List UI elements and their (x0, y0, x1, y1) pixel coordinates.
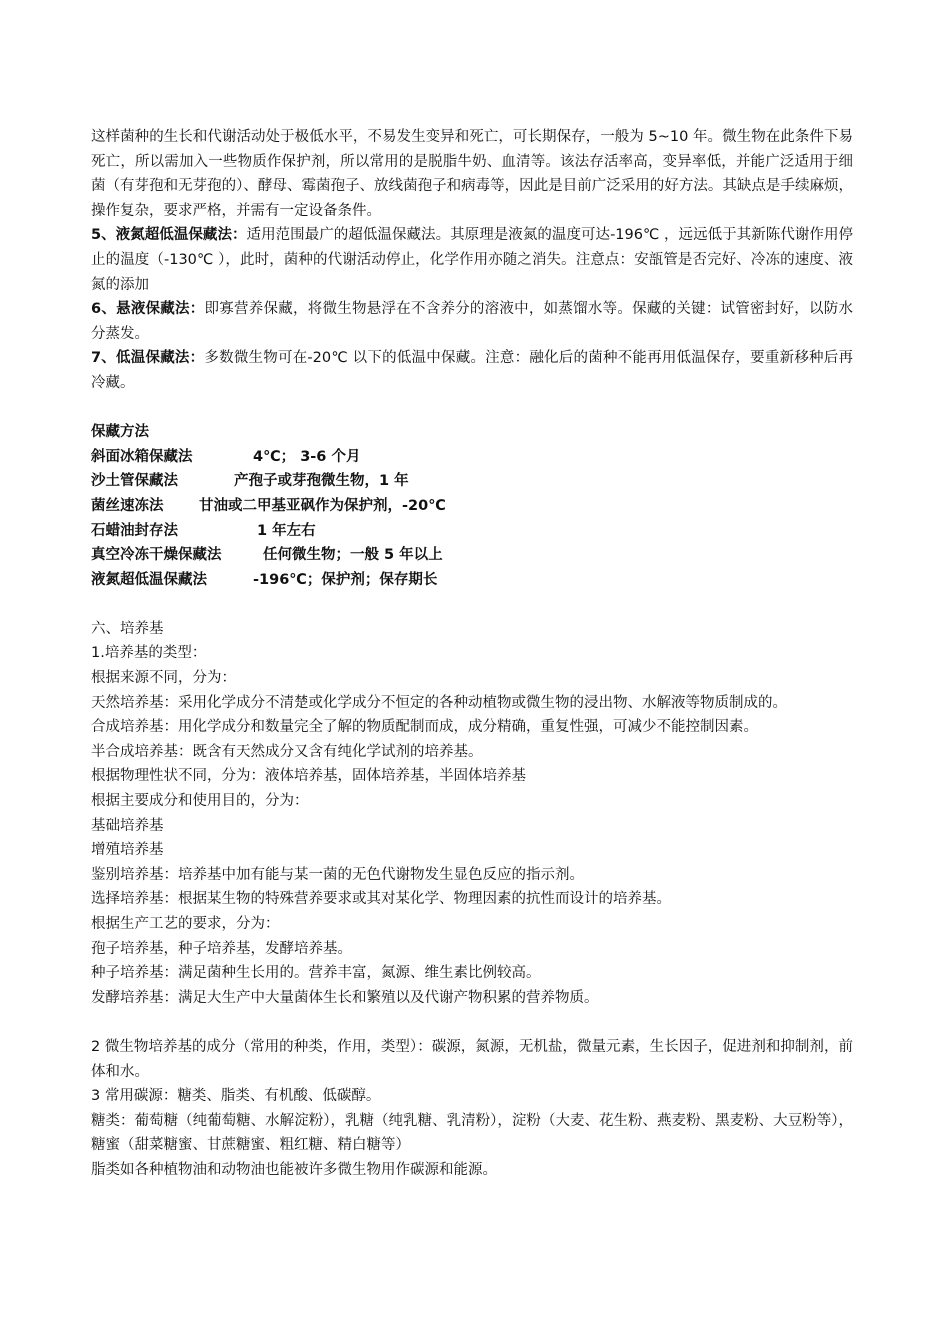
section6-line: 选择培养基：根据某生物的特殊营养要求或其对某化学、物理因素的抗性而设计的培养基。 (91, 891, 671, 908)
method-detail: 甘油或二甲基亚砜作为保护剂，-20℃ (199, 497, 446, 514)
document-page (91, 125, 853, 1183)
method-name: 斜面冰箱保藏法 (91, 448, 193, 465)
item-7-heading: 7、低温保藏法： (91, 350, 205, 367)
intro-paragraph: 这样菌种的生长和代谢活动处于极低水平，不易发生变异和死亡，可长期保存，一般为 5~10 年。微生物在此条件下易死亡，所以需加入一些物质作保护剂，所以常用的是脱脂牛奶、血清等。该法存活率高，变异率低，并能广泛适用于细菌（有芽孢和无芽孢的）、酵母、霉菌孢子、放线菌孢子和病毒等，因此是目前广泛采用的好方法。其缺点是手续麻烦，操作复杂，要求严格，并需有一定设备条件。 (91, 129, 853, 219)
method-row (91, 445, 853, 470)
method-detail: 任何微生物；一般 5 年以上 (263, 547, 443, 564)
section6-line: 根据物理性状不同，分为：液体培养基，固体培养基，半固体培养基 (91, 768, 526, 785)
item-7 (91, 346, 853, 395)
method-row (91, 543, 853, 568)
methods-title: 保藏方法 (91, 424, 149, 441)
section6-line: 鉴别培养基：培养基中加有能与某一菌的无色代谢物发生显色反应的指示剂。 (91, 866, 584, 883)
method-row (91, 568, 853, 593)
spacer (91, 1010, 853, 1035)
section6-line: 孢子培养基，种子培养基，发酵培养基。 (91, 940, 352, 957)
spacer (91, 592, 853, 617)
section6-line: 天然培养基：采用化学成分不清楚或化学成分不恒定的各种动植物或微生物的浸出物、水解液等物质制成的。 (91, 694, 787, 711)
item-6 (91, 297, 853, 346)
section6-line: 半合成培养基：既含有天然成分又含有纯化学试剂的培养基。 (91, 743, 483, 760)
section7-line: 2 微生物培养基的成分（常用的种类，作用，类型）：碳源，氮源，无机盐，微量元素，生长因子，促进剂和抑制剂，前体和水。 (91, 1038, 853, 1080)
section6-line: 发酵培养基：满足大生产中大量菌体生长和繁殖以及代谢产物积累的营养物质。 (91, 989, 599, 1006)
spacer (91, 396, 853, 421)
section7-line: 3 常用碳源：糖类、脂类、有机酸、低碳醇。 (91, 1088, 381, 1105)
section6-line: 种子培养基：满足菌种生长用的。营养丰富，氮源、维生素比例较高。 (91, 965, 541, 982)
item-5-heading: 5、液氮超低温保藏法： (91, 227, 247, 244)
method-row (91, 494, 853, 519)
section6-line: 合成培养基：用化学成分和数量完全了解的物质配制而成，成分精确，重复性强，可减少不能控制因素。 (91, 719, 758, 736)
section6-line: 基础培养基 (91, 817, 164, 834)
method-detail: 1 年左右 (257, 522, 316, 539)
section6-line: 增殖培养基 (91, 842, 164, 859)
item-6-heading: 6、悬液保藏法： (91, 301, 205, 318)
method-row (91, 519, 853, 544)
item-5-body: 适用范围最广的超低温保藏法。其原理是液氮的温度可达-196℃ ，远远低于其新陈代谢作用停止的温度（-130℃ ），此时，菌种的代谢活动停止，化学作用亦随之消失。注意点：安瓿管是否完好、冷冻的速度、液氮的添加 (91, 227, 853, 293)
method-detail: 产孢子或芽孢微生物，1 年 (234, 473, 409, 490)
section7-line: 脂类如各种植物油和动物油也能被许多微生物用作碳源和能源。 (91, 1161, 497, 1178)
section6-line: 根据主要成分和使用目的，分为： (91, 793, 309, 810)
section6-line: 根据生产工艺的要求，分为： (91, 916, 280, 932)
section7-line: 糖类：葡萄糖（纯葡萄糖、水解淀粉），乳糖（纯乳糖、乳清粉），淀粉（大麦、花生粉、燕麦粉、黑麦粉、大豆粉等），糖蜜（甜菜糖蜜、甘蔗糖蜜、粗红糖、精白糖等） (91, 1112, 853, 1154)
item-6-body: 即寡营养保藏，将微生物悬浮在不含养分的溶液中，如蒸馏水等。保藏的关键：试管密封好，以防水分蒸发。 (91, 301, 854, 342)
method-name: 真空冷冻干燥保藏法 (91, 547, 222, 564)
method-name: 沙土管保藏法 (91, 473, 178, 490)
item-5 (91, 223, 853, 297)
item-7-body: 多数微生物可在-20℃ 以下的低温中保藏。注意：融化后的菌种不能再用低温保存，要重新移种后再冷藏。 (91, 350, 853, 391)
method-name: 液氮超低温保藏法 (91, 571, 207, 588)
method-detail: -196℃；保护剂；保存期长 (253, 571, 438, 588)
section6-line: 1.培养基的类型： (91, 645, 207, 662)
method-detail: 4℃； 3-6 个月 (253, 448, 361, 465)
method-name: 石蜡油封存法 (91, 522, 178, 539)
method-name: 菌丝速冻法 (91, 497, 164, 514)
section6-line: 六、培养基 (91, 620, 164, 637)
section6-line: 根据来源不同，分为： (91, 670, 236, 687)
method-row (91, 469, 853, 494)
